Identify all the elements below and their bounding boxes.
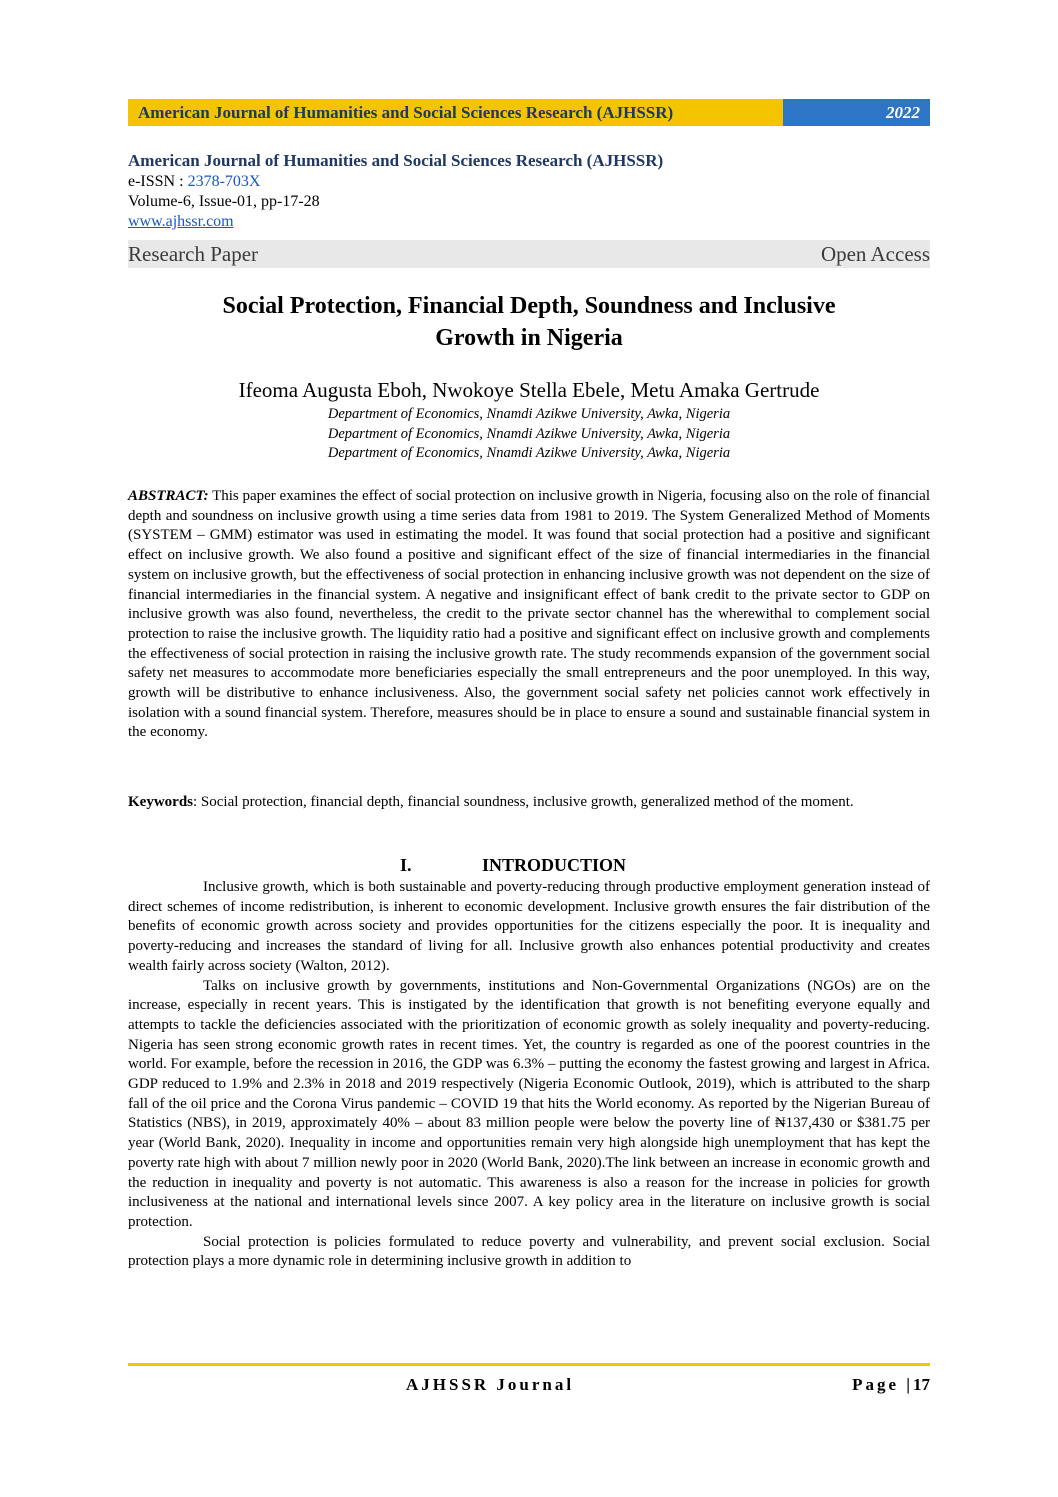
keywords-label: Keywords — [128, 794, 193, 810]
keywords-text: : Social protection, financial depth, financial soundness, inclusive growth, generalized method of the moment. — [193, 794, 854, 810]
affiliation: Department of Economics, Nnamdi Azikwe University, Awka, Nigeria — [327, 445, 731, 461]
header-year: 2022 — [783, 99, 930, 126]
issn-number: 2378-703X — [187, 173, 261, 190]
issn-line — [128, 172, 930, 192]
paper-title — [128, 290, 930, 354]
paper-type-label: Research Paper — [128, 242, 259, 266]
page-footer — [128, 1375, 930, 1397]
footer-journal: AJHSSR Journal — [406, 1375, 575, 1394]
keywords — [128, 793, 930, 813]
section-number: I. — [400, 855, 412, 875]
affiliation: Department of Economics, Nnamdi Azikwe University, Awka, Nigeria — [327, 406, 731, 422]
title-line: Social Protection, Financial Depth, Soundness and Inclusive — [222, 293, 836, 319]
issn-label: e-ISSN : — [128, 173, 188, 190]
paragraph: Talks on inclusive growth by governments, institutions and Non-Governmental Organizations (NGOs) are on the increase, especially in recent years. This is instigated by the identification that growth is not benefiting everyone equally and attempts to tackle the deficiencies associated with the prioritization of economic growth as solely inequality and poverty-reducing. Nigeria has seen strong economic growth rates in recent times. Yet, the country is regarded as one of the poorest countries in the world. For example, before the recession in 2016, the GDP was 6.3% – putting the economy the fastest growing and largest in Africa. GDP reduced to 1.9% and 2.3% in 2018 and 2019 respectively (Nigeria Economic Outlook, 2019), which is attributed to the sharp fall of the oil price and the Corona Virus pandemic – COVID 19 that hits the World economy. As reported by the Nigerian Bureau of Statistics (NBS), in 2019, approximately 40% – about 83 million people were below the poverty line of ₦137,430 or $381.75 per year (World Bank, 2020). Inequality in income and opportunities remain very high alongside high unemployment that has kept the poverty rate high with about 7 million newly poor in 2020 (World Bank, 2020).The link between an increase in economic growth and the reduction in inequality and poverty is not automatic. This awareness is also a reason for the increase in policies for growth inclusiveness at the national and international levels since 2007. A key policy area in the literature on inclusive growth is social protection. — [128, 977, 930, 1230]
footer-page — [852, 1375, 930, 1395]
paragraph: Social protection is policies formulated to reduce poverty and vulnerability, and prevent social exclusion. Social protection plays a more dynamic role in determining inclusive growth in addition to — [128, 1233, 930, 1270]
volume-line: Volume-6, Issue-01, pp-17-28 — [128, 193, 320, 210]
title-line: Growth in Nigeria — [435, 325, 623, 351]
page-label: Page | — [852, 1375, 913, 1394]
affiliations — [128, 405, 930, 464]
paper-type-bar — [128, 240, 930, 268]
section-title: INTRODUCTION — [482, 855, 627, 875]
paragraph: Inclusive growth, which is both sustainable and poverty-reducing through productive employment generation instead of direct schemes of income redistribution, is inherent to economic development. Inclusive growth ensures the fair distribution of the benefits of economic growth across society and provides opportunities for the citizens especially the poor. It is inequality and poverty-reducing and increases the standard of living for all. Inclusive growth also enhances potential productivity and creates wealth fairly across society (Walton, 2012). — [128, 879, 930, 974]
journal-info — [128, 150, 930, 232]
abstract — [128, 487, 930, 743]
body-text — [128, 878, 930, 1272]
section-heading — [128, 855, 930, 877]
journal-name: American Journal of Humanities and Social Sciences Research (AJHSSR) — [128, 151, 664, 170]
abstract-text: This paper examines the effect of social protection on inclusive growth in Nigeria, focusing also on the role of financial depth and soundness on inclusive growth using a time series data from 1981 to 2019. The System Generalized Method of Moments (SYSTEM – GMM) estimator was used in estimating the model. It was found that social protection had a positive and significant effect on inclusive growth. We also found a positive and significant effect of the size of financial intermediaries in the financial system on inclusive growth, but the effectiveness of social protection in enhancing inclusive growth was not dependent on the size of financial intermediaries in the financial system. A negative and insignificant effect of bank credit to the private sector to GDP on inclusive growth was also found, nevertheless, the credit to the private sector channel has the wherewithal to complement social protection to raise the inclusive growth. The liquidity ratio had a positive and significant effect on inclusive growth and complements the effectiveness of social protection in raising the inclusive growth rate. The study recommends expansion of the government social safety net measures to accommodate more beneficiaries especially the small entrepreneurs and the poor unemployed. In this way, growth will be distributive to enhance inclusiveness. Also, the government social safety net policies cannot work effectively in isolation with a sound financial system. Therefore, measures should be in place to ensure a sound and sustainable financial system in the economy. — [128, 488, 930, 741]
abstract-label: ABSTRACT: — [128, 488, 209, 504]
header-journal-name: American Journal of Humanities and Social Sciences Research (AJHSSR) — [128, 99, 783, 126]
footer-rule — [128, 1363, 930, 1366]
authors: Ifeoma Augusta Eboh, Nwokoye Stella Ebele, Metu Amaka Gertrude — [238, 378, 820, 402]
access-label: Open Access — [820, 242, 930, 266]
running-header — [128, 99, 930, 126]
page-number: 17 — [913, 1375, 930, 1394]
journal-website-link[interactable]: www.ajhssr.com — [128, 213, 234, 230]
affiliation: Department of Economics, Nnamdi Azikwe University, Awka, Nigeria — [327, 425, 731, 442]
